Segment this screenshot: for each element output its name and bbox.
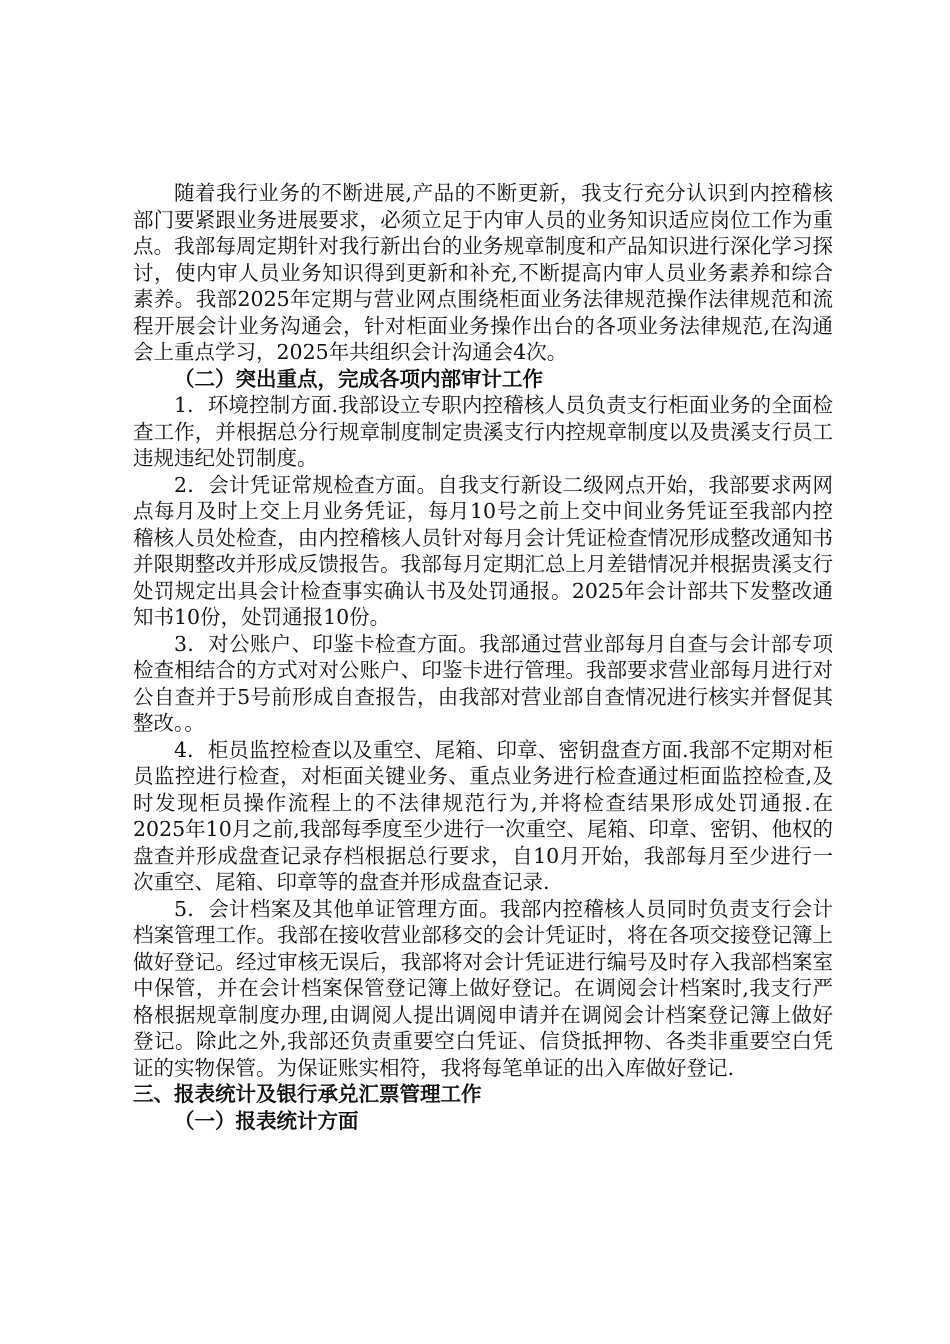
section-heading-statistics-acceptance: 三、报表统计及银行承兑汇票管理工作 [133, 1082, 482, 1106]
paragraph-teller-monitoring: 4．柜员监控检查以及重空、尾箱、印章、密钥盘查方面.我部不定期对柜员监控进行检查，对柜面关键业务、重点业务进行检查通过柜面监控检查,及时发现柜员操作流程上的不法律规范行为,并将检查结果形成处罚通报.在2025年10月之前,我部每季度至少进行一次重空、尾箱、印章、密钥、他权的盘查并形成盘查记录存档根据总行要求，自10月开始，我部每月至少进行一次重空、尾箱、印章等的盘查并形成盘查记录. [133, 737, 833, 894]
document-body [133, 180, 833, 1134]
paragraph-voucher-inspection: 2．会计凭证常规检查方面。自我支行新设二级网点开始，我部要求两网点每月及时上交上月业务凭证，每月10号之前上交中间业务凭证至我部内控稽核人员处检查，由内控稽核人员针对每月会计凭证检查情况形成整改通知书并限期整改并形成反馈报告。我部每月定期汇总上月差错情况并根据贵溪支行处罚规定出具会计检查事实确认书及处罚通报。2025年会计部共下发整改通知书10份，处罚通报10份。 [133, 472, 833, 629]
section-heading-statistics: （一）报表统计方面 [174, 1108, 359, 1133]
paragraph-business-learning: 随着我行业务的不断进展,产品的不断更新，我支行充分认识到内控稽核部门要紧跟业务进展要求，必须立足于内审人员的业务知识适应岗位工作为重点。我部每周定期针对我行新出台的业务规章制度和产品知识进行深化学习探讨，使内审人员业务知识得到更新和补充,不断提高内审人员业务素养和综合素养。我部2025年定期与营业网点围绕柜面业务法律规范操作法律规范和流程开展会计业务沟通会，针对柜面业务操作出台的各项业务法律规范,在沟通会上重点学习，2025年共组织会计沟通会4次。 [133, 181, 833, 364]
paragraph-environment-control: 1．环境控制方面.我部设立专职内控稽核人员负责支行柜面业务的全面检查工作，并根据总分行规章制度制定贵溪支行内控规章制度以及贵溪支行员工违规违纪处罚制度。 [133, 393, 833, 470]
paragraph-archive-management: 5．会计档案及其他单证管理方面。我部内控稽核人员同时负责支行会计档案管理工作。我部在接收营业部移交的会计凭证时，将在各项交接登记簿上做好登记。经过审核无误后，我部将对会计凭证进行编号及时存入我部档案室中保管，并在会计档案保管登记簿上做好登记。在调阅会计档案时,我支行严格根据规章制度办理,由调阅人提出调阅申请并在调阅会计档案登记簿上做好登记。除此之外,我部还负责重要空白凭证、信贷抵押物、各类非重要空白凭证的实物保管。为保证账实相符，我将每笔单证的出入库做好登记. [133, 896, 833, 1080]
section-heading-internal-audit: （二）突出重点，完成各项内部审计工作 [174, 366, 543, 391]
paragraph-account-seal-card: 3．对公账户、印鉴卡检查方面。我部通过营业部每月自查与会计部专项检查相结合的方式对对公账户、印鉴卡进行管理。我部要求营业部每月进行对公自查并于5号前形成自查报告，由我部对营业部自查情况进行核实并督促其整改。。 [133, 631, 833, 735]
